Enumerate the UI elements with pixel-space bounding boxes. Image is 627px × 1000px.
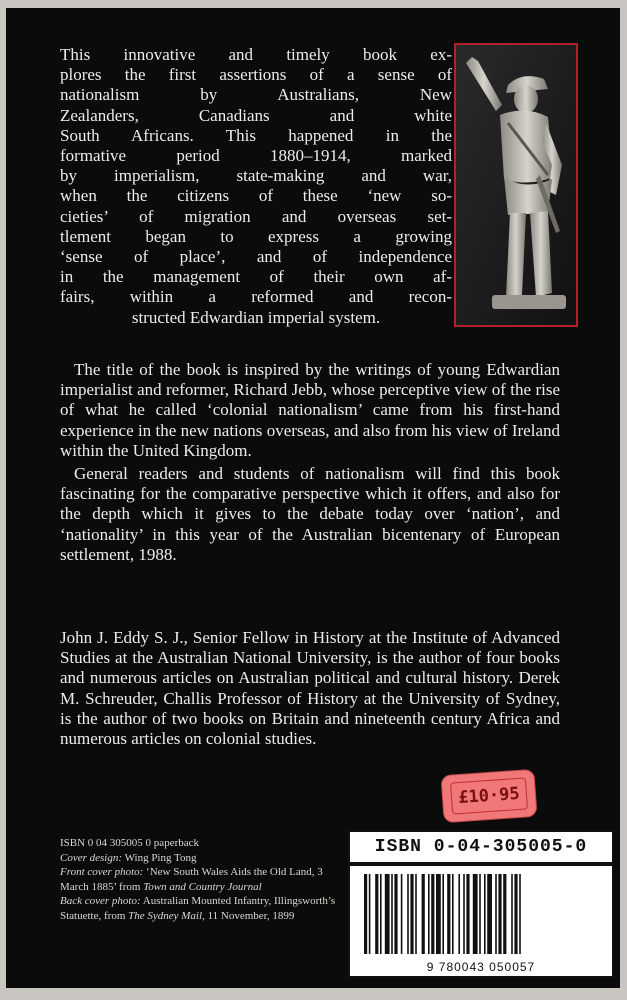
front-cover-credit	[60, 865, 350, 894]
price-text: £10·95	[450, 777, 528, 814]
barcode-digits: 9 780043 050057	[426, 960, 536, 974]
blurb-line: structed Edwardian imperial system.	[131, 307, 381, 327]
author-bio-text: John J. Eddy S. J., Senior Fellow in History at the Institute of Advanced Studies at the Australian National University, is the author of four books and numerous articles on Australian political and cultural history. Derek M. Schreuder, Challis Professor of History at the University of Sydney, is the author of two books on Britain and nineteenth century Africa and numerous articles on colonial studies.	[60, 628, 560, 749]
book-back-cover	[6, 8, 620, 988]
barcode-bar	[410, 874, 413, 954]
barcode-bar	[463, 874, 465, 954]
barcode-bar	[511, 874, 513, 954]
barcode-bar	[415, 874, 417, 954]
paragraph-jebb: The title of the book is inspired by the writings of young Edwardian imperialist and reformer, Richard Jebb, whose perceptive view of the rise of what he called ‘colonial nationalism’ came from his first-hand experience in the new nations overseas, and also from his view of Ireland within the United Kingdom.	[60, 360, 560, 460]
barcode-bar	[514, 874, 517, 954]
back-cover-date: , 11 November, 1899	[202, 909, 295, 922]
isbn-label: ISBN 0-04-305005-0	[348, 830, 614, 864]
barcode-bar	[442, 874, 444, 954]
blurb-line: nationalism by Australians, New	[60, 85, 452, 105]
barcode-bar	[364, 874, 367, 954]
barcode-bar	[503, 874, 506, 954]
cover-design-label: Cover design:	[60, 851, 123, 864]
paragraph-readers: General readers and students of nationalism will find this book fascinating for the comparative perspective which it offers, and also for the depth which it gives to the debate today over ‘nation’, and ‘nationality’ in this year of the Australian bicentenary of European settlement, 1988.	[60, 464, 560, 564]
blurb-line: Zealanders, Canadians and white	[60, 105, 452, 125]
barcode-bar	[394, 874, 397, 954]
front-cover-source: Town and Country Journal	[143, 880, 262, 893]
cover-design-value: Wing Ping Tong	[122, 851, 197, 864]
barcode-bar	[407, 874, 409, 954]
blurb-line: formative period 1880–1914, marked	[60, 146, 452, 166]
statuette-photo	[454, 43, 578, 327]
barcode-bar	[436, 874, 441, 954]
barcode-bars	[350, 866, 612, 956]
barcode-bar	[452, 874, 454, 954]
blurb-line: This innovative and timely book ex-	[60, 45, 452, 64]
blurb-line: by imperialism, state-making and war,	[60, 166, 452, 186]
cover-credits	[60, 836, 350, 923]
blurb-first-paragraph	[60, 45, 452, 328]
barcode-bar	[484, 874, 486, 954]
barcode-bar	[428, 874, 430, 954]
price-sticker	[440, 769, 537, 823]
barcode-bar	[401, 874, 403, 954]
barcode-bar	[431, 874, 434, 954]
front-cover-value: ‘New South Wales Aids the Old Land, 3 March 1885’ from	[60, 866, 323, 893]
barcode-bar	[498, 874, 501, 954]
barcode-bar	[422, 874, 425, 954]
blurb-line: fairs, within a reformed and recon-	[60, 287, 452, 307]
cover-design-credit	[60, 851, 350, 866]
back-cover-source: The Sydney Mail	[128, 909, 203, 922]
blurb-line: South Africans. This happened in the	[60, 125, 452, 145]
barcode-bar	[380, 874, 382, 954]
barcode-bar	[473, 874, 478, 954]
blurb-second-paragraph	[60, 360, 560, 461]
back-cover-credit	[60, 894, 350, 923]
isbn-paperback-line: ISBN 0 04 305005 0 paperback	[60, 837, 200, 849]
barcode-bar	[487, 874, 492, 954]
blurb-line: when the citizens of these ‘new so-	[60, 186, 452, 206]
blurb-line: ‘sense of place’, and of independence	[60, 247, 452, 267]
blurb-line: cieties’ of migration and overseas set-	[60, 206, 452, 226]
back-cover-label: Back cover photo:	[60, 895, 141, 907]
barcode-bar	[479, 874, 481, 954]
blurb-third-paragraph	[60, 464, 560, 565]
barcode-bar	[447, 874, 450, 954]
front-cover-label: Front cover photo:	[60, 866, 144, 878]
barcode-bar	[495, 874, 497, 954]
barcode-bar	[369, 874, 371, 954]
barcode-bar	[458, 874, 460, 954]
barcode-bar	[519, 874, 521, 954]
back-cover-value: Australian Mounted Infantry, Illingsworth’s Statuette, from	[60, 895, 336, 922]
barcode	[348, 864, 614, 978]
barcode-bar	[391, 874, 393, 954]
blurb-line: in the management of their own af-	[60, 267, 452, 287]
soldier-statuette-image	[456, 45, 576, 325]
barcode-bar	[385, 874, 390, 954]
author-bio	[60, 628, 560, 749]
blurb-line: tlement began to express a growing	[60, 226, 452, 246]
barcode-bar	[466, 874, 469, 954]
barcode-bar	[375, 874, 378, 954]
blurb-line: plores the first assertions of a sense of	[60, 65, 452, 85]
